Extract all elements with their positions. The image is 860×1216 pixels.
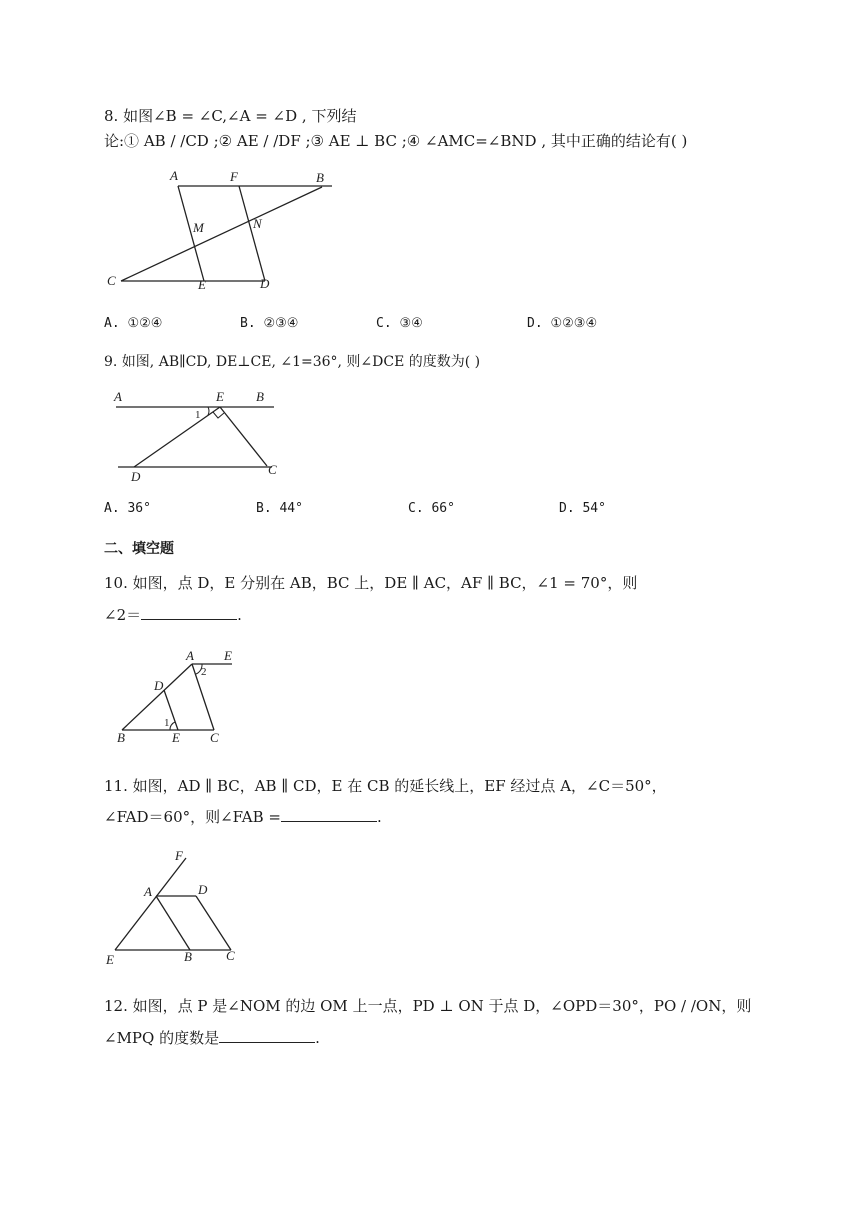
q10-answer-blank[interactable] [141,605,237,620]
q9-option-b: B. 44° [256,501,303,516]
q8-text-line2: 论:① AB / /CD ;② AE / /DF ;③ AE ⊥ BC ;④ ∠AMC=∠BND , 其中正确的结论有( ) [104,132,688,150]
q11-label-b: B [184,949,192,964]
q10-text-line2 [104,605,242,625]
q10-label-2: 2 [201,666,207,678]
q9-figure [104,386,294,486]
q8-option-d: D. ①②③④ [527,316,598,331]
q12-line2-prefix: ∠MPQ 的度数是 [104,1029,220,1047]
q10-label-d: D [154,678,164,693]
q8-label-f: F [230,169,238,184]
q8-label-m: M [193,220,204,235]
q11-line2-prefix: ∠FAD＝60°，则∠FAB = [104,808,281,826]
q8-label-e: E [198,277,206,292]
q11-label-a: A [144,884,152,899]
q8-option-b: B. ②③④ [240,316,299,331]
q10-label-f: E [224,648,232,663]
q10-figure [112,648,242,748]
q8-figure [100,166,340,296]
q8-label-b: B [316,170,324,185]
q8-label-c: C [107,273,116,288]
q9-option-d: D. 54° [559,501,606,516]
q12-line2-suffix: . [315,1029,320,1047]
q10-text-line1: 10. 如图，点 D，E 分别在 AB，BC 上，DE ∥ AC，AF ∥ BC，∠1 = 70°，则 [104,574,638,592]
q9-label-e: E [216,389,224,404]
q11-label-e: E [106,952,114,967]
q9-label-c: C [268,462,277,477]
q11-label-c: C [226,948,235,963]
q8-option-a: A. ①②④ [104,316,163,331]
q9-label-a: A [114,389,122,404]
q9-option-a: A. 36° [104,501,151,516]
q10-line2-prefix: ∠2＝ [104,606,142,624]
q8-option-c: C. ③④ [376,316,423,331]
q11-line2-suffix: . [376,808,382,826]
q10-label-b: B [117,730,125,745]
q11-answer-blank[interactable] [281,807,377,822]
q11-text-line2 [104,807,382,827]
q10-line2-suffix: . [237,606,242,624]
q10-label-a: A [186,648,194,663]
q9-text-line1: 9. 如图, AB∥CD, DE⊥CE, ∠1=36°, 则∠DCE 的度数为( ) [104,354,481,370]
q8-text-line1: 8. 如图∠B = ∠C,∠A = ∠D , 下列结 [104,107,357,125]
q9-label-b: B [256,389,264,404]
q10-label-e: E [172,730,180,745]
q10-label-c: C [210,730,219,745]
section-heading: 二、填空题 [104,541,174,557]
q11-label-d: D [198,882,208,897]
q9-label-1: 1 [195,409,201,421]
q8-label-a: A [170,168,178,183]
q11-figure [100,846,250,970]
q12-answer-blank[interactable] [219,1028,315,1043]
q8-label-d: D [260,276,270,291]
q11-text-line1: 11. 如图，AD ∥ BC，AB ∥ CD，E 在 CB 的延长线上，EF 经过点 A，∠C＝50°， [104,777,667,795]
q12-text-line1: 12. 如图，点 P 是∠NOM 的边 OM 上一点，PD ⊥ ON 于点 D，∠OPD＝30°，PO / /ON，则 [104,997,752,1015]
q9-label-d: D [131,469,141,484]
q9-option-c: C. 66° [408,501,455,516]
q11-label-f: F [175,848,183,863]
q10-label-1: 1 [164,717,170,729]
q8-label-n: N [253,216,262,231]
q12-text-line2 [104,1028,320,1048]
